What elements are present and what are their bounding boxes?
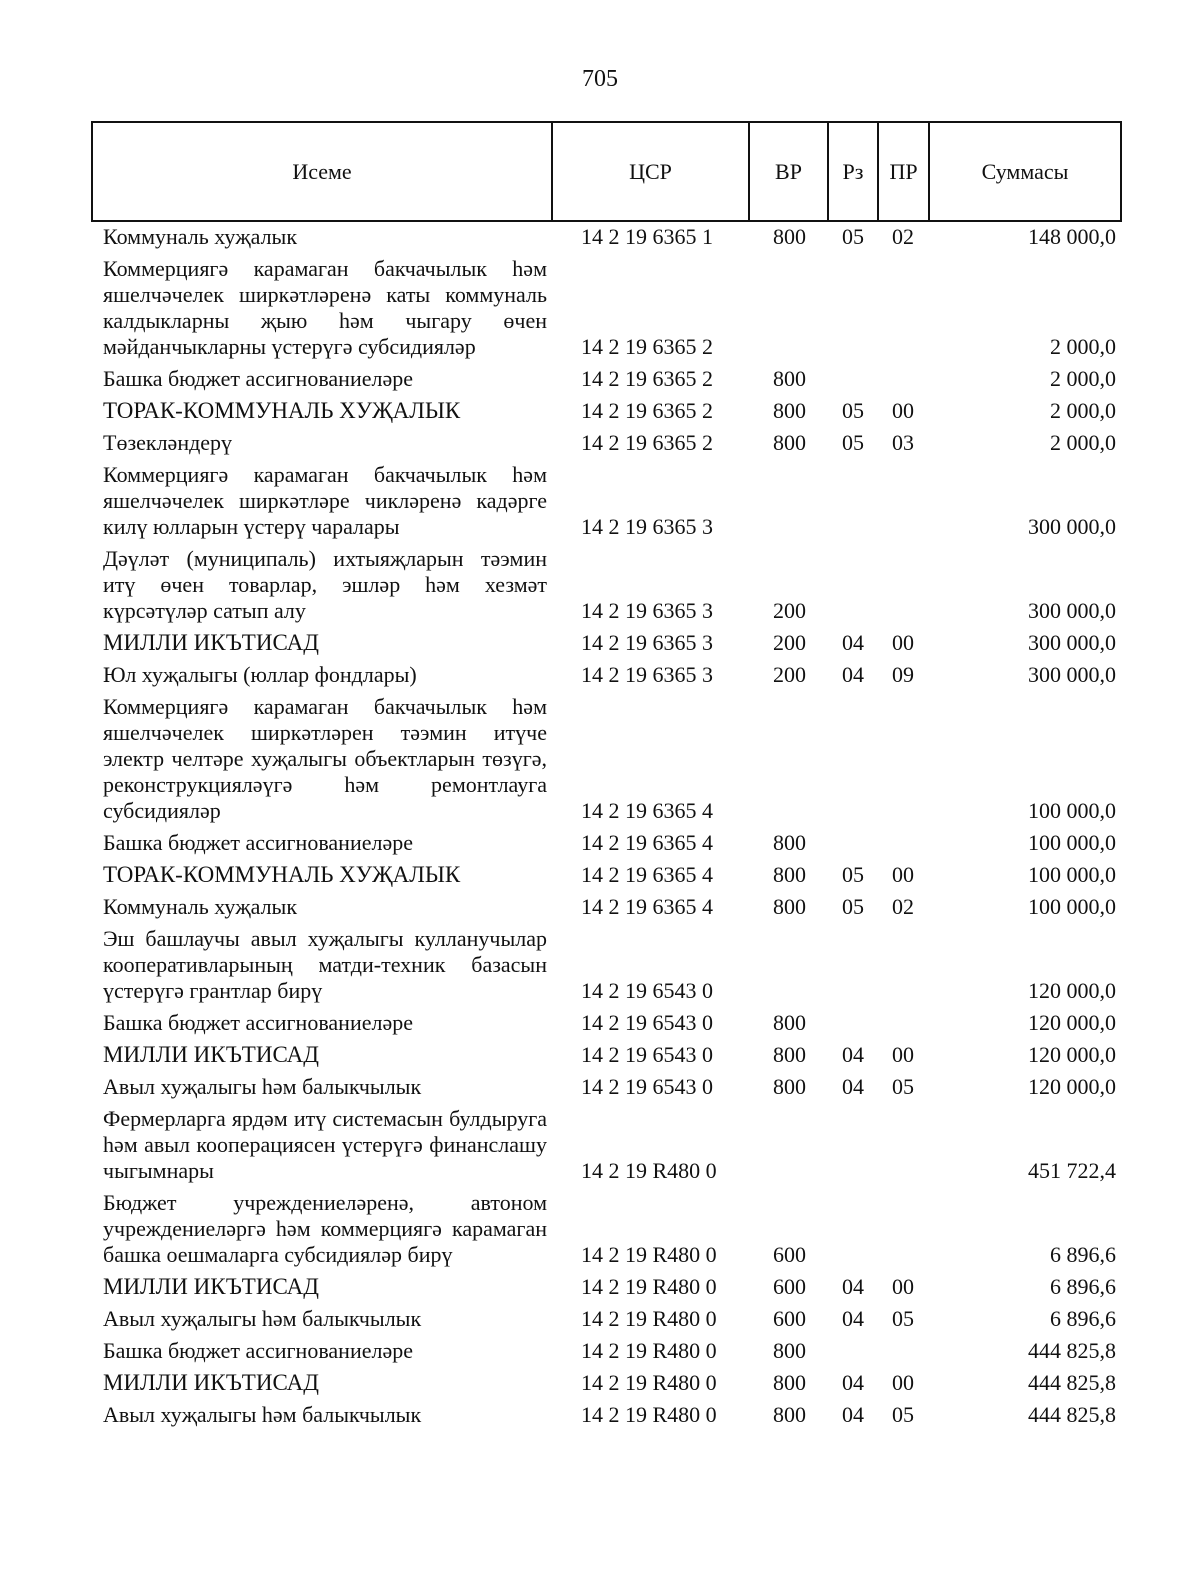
cell-pr: 00 [892,1042,914,1067]
header-name: Исеме [93,123,553,220]
cell-sum: 120 000,0 [1028,1010,1116,1035]
cell-name: Төзекләндерү [103,430,233,455]
cell-rz: 04 [842,1402,864,1427]
cell-sum: 6 896,6 [1050,1274,1116,1299]
cell-csr: 14 2 19 6365 3 [581,630,713,655]
cell-name: Авыл хуҗалыгы һәм балыкчылык [103,1074,422,1099]
cell-csr: 14 2 19 6365 1 [581,224,713,249]
table-row [0,692,1200,828]
cell-pr: 00 [892,1370,914,1395]
table-row [0,428,1200,460]
header-pr: ПР [879,123,930,220]
cell-name: Юл хуҗалыгы (юллар фондлары) [103,662,417,687]
table-row [0,660,1200,692]
header-csr: ЦСР [553,123,750,220]
table-row [0,892,1200,924]
cell-sum: 444 825,8 [1028,1402,1116,1427]
cell-rz: 05 [842,894,864,919]
cell-csr: 14 2 19 6365 3 [581,598,713,623]
cell-sum: 2 000,0 [1050,334,1116,359]
cell-csr: 14 2 19 R480 0 [581,1370,717,1395]
table-row [0,1072,1200,1104]
cell-vr: 800 [773,430,806,455]
table-row [0,628,1200,660]
table-row [0,544,1200,628]
cell-csr: 14 2 19 6543 0 [581,1074,713,1099]
cell-csr: 14 2 19 6543 0 [581,1042,713,1067]
cell-csr: 14 2 19 6365 3 [581,662,713,687]
cell-vr: 600 [773,1306,806,1331]
cell-csr: 14 2 19 R480 0 [581,1242,717,1267]
cell-csr: 14 2 19 R480 0 [581,1306,717,1331]
cell-name: Авыл хуҗалыгы һәм балыкчылык [103,1402,422,1427]
cell-sum: 444 825,8 [1028,1370,1116,1395]
cell-pr: 00 [892,1274,914,1299]
cell-pr: 03 [892,430,914,455]
cell-csr: 14 2 19 6543 0 [581,978,713,1003]
cell-name: Коммуналь хуҗалык [103,224,298,249]
cell-csr: 14 2 19 6365 2 [581,334,713,359]
cell-name: Башка бюджет ассигнованиеләре [103,1010,413,1035]
header-rz: Рз [829,123,879,220]
cell-csr: 14 2 19 R480 0 [581,1402,717,1427]
table-row [0,1368,1200,1400]
cell-vr: 200 [773,630,806,655]
cell-sum: 6 896,6 [1050,1242,1116,1267]
page-number: 705 [582,66,618,92]
cell-rz: 04 [842,662,864,687]
cell-csr: 14 2 19 R480 0 [581,1338,717,1363]
cell-name: Коммуналь хуҗалык [103,894,298,919]
cell-sum: 300 000,0 [1028,630,1116,655]
cell-pr: 05 [892,1306,914,1331]
cell-name: Бюджет учреждениеләренә, автоном учреждениеләргә һәм коммерциягә карамаган башка оешмаларга субсидияләр бирү [103,1190,547,1267]
cell-vr: 800 [773,1338,806,1363]
cell-vr: 800 [773,224,806,249]
cell-sum: 444 825,8 [1028,1338,1116,1363]
cell-vr: 800 [773,1074,806,1099]
cell-name: ТОРАК-КОММУНАЛЬ ХУҖАЛЫК [103,862,461,887]
cell-rz: 04 [842,630,864,655]
cell-csr: 14 2 19 6365 4 [581,830,713,855]
cell-sum: 300 000,0 [1028,662,1116,687]
table-row [0,1040,1200,1072]
cell-sum: 120 000,0 [1028,1074,1116,1099]
table-row [0,1304,1200,1336]
cell-rz: 04 [842,1042,864,1067]
header-sum: Суммасы [981,158,1069,184]
cell-sum: 100 000,0 [1028,798,1116,823]
cell-vr: 800 [773,1402,806,1427]
cell-csr: 14 2 19 R480 0 [581,1274,717,1299]
cell-name: Башка бюджет ассигнованиеләре [103,830,413,855]
cell-rz: 05 [842,224,864,249]
cell-name: Эш башлаучы авыл хуҗалыгы кулланучылар кооперативларының матди-техник базасын үстерүгә грантлар бирү [103,926,547,1003]
cell-name: Коммерциягә карамаган бакчачылык һәм яшелчәчелек ширкәтләре чикләренә кадәрге килү юлларын үстерү чаралары [103,462,547,539]
cell-name: Коммерциягә карамаган бакчачылык һәм яшелчәчелек ширкәтләренә каты коммуналь калдыкларны җыю һәм чыгару өчен мәйданчыкларны үстерүгә субсидияләр [103,256,547,359]
cell-csr: 14 2 19 R480 0 [581,1158,717,1183]
cell-rz: 04 [842,1074,864,1099]
header-vr: ВР [750,123,829,220]
table-body [0,222,1200,1432]
table-row [0,1336,1200,1368]
cell-name: МИЛЛИ ИКЪТИСАД [103,1042,319,1067]
cell-sum: 6 896,6 [1050,1306,1116,1331]
cell-rz: 04 [842,1306,864,1331]
cell-pr: 00 [892,398,914,423]
cell-vr: 800 [773,1010,806,1035]
cell-rz: 04 [842,1370,864,1395]
table-row [0,1104,1200,1188]
cell-name: ТОРАК-КОММУНАЛЬ ХУҖАЛЫК [103,398,461,423]
cell-rz: 05 [842,862,864,887]
cell-vr: 800 [773,862,806,887]
table-row [0,364,1200,396]
cell-pr: 00 [892,630,914,655]
cell-vr: 600 [773,1242,806,1267]
table-row [0,460,1200,544]
cell-sum: 2 000,0 [1050,366,1116,391]
cell-csr: 14 2 19 6543 0 [581,1010,713,1035]
cell-name: Коммерциягә карамаган бакчачылык һәм яшелчәчелек ширкәтләрен тәэмин итүче электр челтәре хуҗалыгы объектларын төзүгә, реконструкцияләүгә һәм ремонтлауга субсидияләр [103,694,547,823]
cell-vr: 800 [773,830,806,855]
cell-sum: 2 000,0 [1050,398,1116,423]
table-row [0,1188,1200,1272]
table-row [0,1008,1200,1040]
cell-name: МИЛЛИ ИКЪТИСАД [103,1370,319,1395]
cell-sum: 300 000,0 [1028,514,1116,539]
table-header [91,121,1122,222]
cell-name: Фермерларга ярдәм итү системасын булдыруга һәм авыл кооперациясен үстерүгә финанслашу чыгымнары [103,1106,547,1183]
table-row [0,1400,1200,1432]
cell-sum: 451 722,4 [1028,1158,1116,1183]
cell-sum: 120 000,0 [1028,1042,1116,1067]
cell-sum: 300 000,0 [1028,598,1116,623]
cell-vr: 800 [773,1370,806,1395]
table-row [0,222,1200,254]
cell-csr: 14 2 19 6365 4 [581,894,713,919]
cell-vr: 800 [773,894,806,919]
cell-sum: 2 000,0 [1050,430,1116,455]
cell-name: Авыл хуҗалыгы һәм балыкчылык [103,1306,422,1331]
cell-csr: 14 2 19 6365 2 [581,366,713,391]
cell-vr: 600 [773,1274,806,1299]
table-row [0,1272,1200,1304]
cell-csr: 14 2 19 6365 2 [581,430,713,455]
cell-sum: 120 000,0 [1028,978,1116,1003]
table-row [0,860,1200,892]
table-row [0,396,1200,428]
cell-sum: 148 000,0 [1028,224,1116,249]
cell-name: МИЛЛИ ИКЪТИСАД [103,1274,319,1299]
cell-vr: 800 [773,398,806,423]
cell-vr: 200 [773,662,806,687]
cell-sum: 100 000,0 [1028,862,1116,887]
cell-csr: 14 2 19 6365 2 [581,398,713,423]
cell-pr: 05 [892,1402,914,1427]
cell-rz: 04 [842,1274,864,1299]
cell-pr: 02 [892,894,914,919]
cell-csr: 14 2 19 6365 4 [581,862,713,887]
cell-rz: 05 [842,430,864,455]
cell-rz: 05 [842,398,864,423]
cell-vr: 200 [773,598,806,623]
cell-pr: 00 [892,862,914,887]
cell-sum: 100 000,0 [1028,830,1116,855]
cell-pr: 09 [892,662,914,687]
cell-pr: 05 [892,1074,914,1099]
cell-vr: 800 [773,1042,806,1067]
table-row [0,254,1200,364]
cell-pr: 02 [892,224,914,249]
cell-csr: 14 2 19 6365 4 [581,798,713,823]
cell-name: Дәүләт (муниципаль) ихтыяҗларын тәэмин итү өчен товарлар, эшләр һәм хезмәт күрсәтүләр сатып алу [103,546,547,623]
cell-csr: 14 2 19 6365 3 [581,514,713,539]
cell-name: Башка бюджет ассигнованиеләре [103,1338,413,1363]
table-row [0,924,1200,1008]
cell-sum: 100 000,0 [1028,894,1116,919]
cell-name: Башка бюджет ассигнованиеләре [103,366,413,391]
cell-name: МИЛЛИ ИКЪТИСАД [103,630,319,655]
cell-vr: 800 [773,366,806,391]
table-row [0,828,1200,860]
